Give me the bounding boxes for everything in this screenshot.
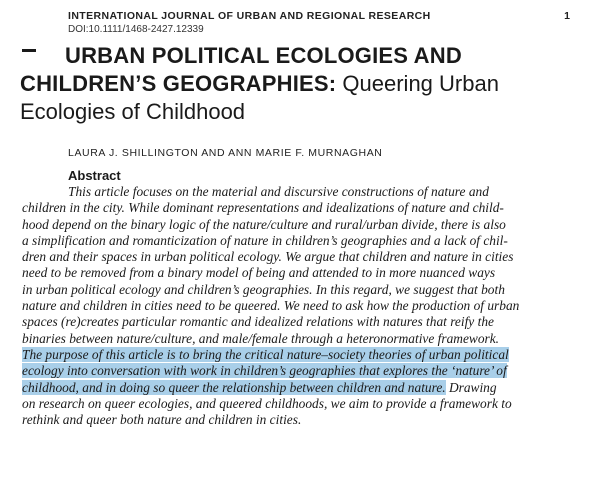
abstract-line: binaries between nature/culture, and male/female through a heteronormative framework.: [22, 330, 500, 346]
doi: DOI:10.1111/1468-2427.12339: [68, 24, 204, 35]
abstract-line: spaces (re)creates particular romantic and idealized relations with natures that reify the: [22, 314, 494, 330]
abstract-highlight-line: [22, 380, 582, 396]
abstract-line: on research on queer ecologies, and queered childhoods, we aim to provide a framework to: [22, 395, 512, 411]
abstract-highlight-line: [22, 363, 582, 379]
abstract-highlight-line: [22, 347, 582, 363]
title-line-2: [20, 70, 585, 98]
highlighted-text: childhood, and in doing so queer the relationship between children and nature.: [22, 379, 446, 395]
abstract-line: This article focuses on the material and discursive constructions of nature and: [68, 184, 489, 199]
title-line-2-rest: Queering Urban: [336, 71, 499, 96]
abstract-line: rethink and queer both nature and children in cities.: [22, 412, 302, 428]
highlighted-text: ecology into conversation with work in children’s geographies that explores the ‘nature’ of: [22, 363, 507, 379]
abstract-line: need to be removed from a binary model of being and attended to in more nuanced ways: [22, 265, 496, 281]
title-line-3: Ecologies of Childhood: [20, 99, 246, 124]
abstract-line: in urban political ecology and children’s geographies. In this regard, we suggest that both: [22, 281, 505, 297]
abstract-line: hood depend on the binary logic of the nature/culture and rural/urban divide, there is also: [22, 216, 506, 232]
abstract-line: dren and their spaces in urban political ecology. We argue that children and nature in cities: [22, 249, 514, 265]
authors: LAURA J. SHILLINGTON AND ANN MARIE F. MURNAGHAN: [68, 147, 383, 159]
highlighted-text: The purpose of this article is to bring the critical nature–society theories of urban political: [22, 346, 509, 362]
abstract-line: children in the city. While dominant representations and idealizations of nature and child-: [22, 200, 504, 216]
page-number: 1: [564, 10, 570, 22]
journal-name: INTERNATIONAL JOURNAL OF URBAN AND REGIONAL RESEARCH: [68, 10, 431, 22]
abstract-line: a simplification and romanticization of nature in children’s geographies and a lack of chil-: [22, 232, 508, 248]
abstract-text: [22, 184, 582, 428]
title-dash-mark: [22, 49, 36, 52]
title-line-2-bold: CHILDREN’S GEOGRAPHIES:: [20, 71, 337, 96]
abstract-heading: Abstract: [68, 168, 121, 183]
article-title: [20, 42, 585, 126]
abstract-line: nature and children in cities need to be queered. We need to ask how the production of urban: [22, 298, 520, 314]
title-line-1: URBAN POLITICAL ECOLOGIES AND: [65, 43, 462, 68]
abstract-text-after-highlight: Drawing: [445, 379, 497, 395]
